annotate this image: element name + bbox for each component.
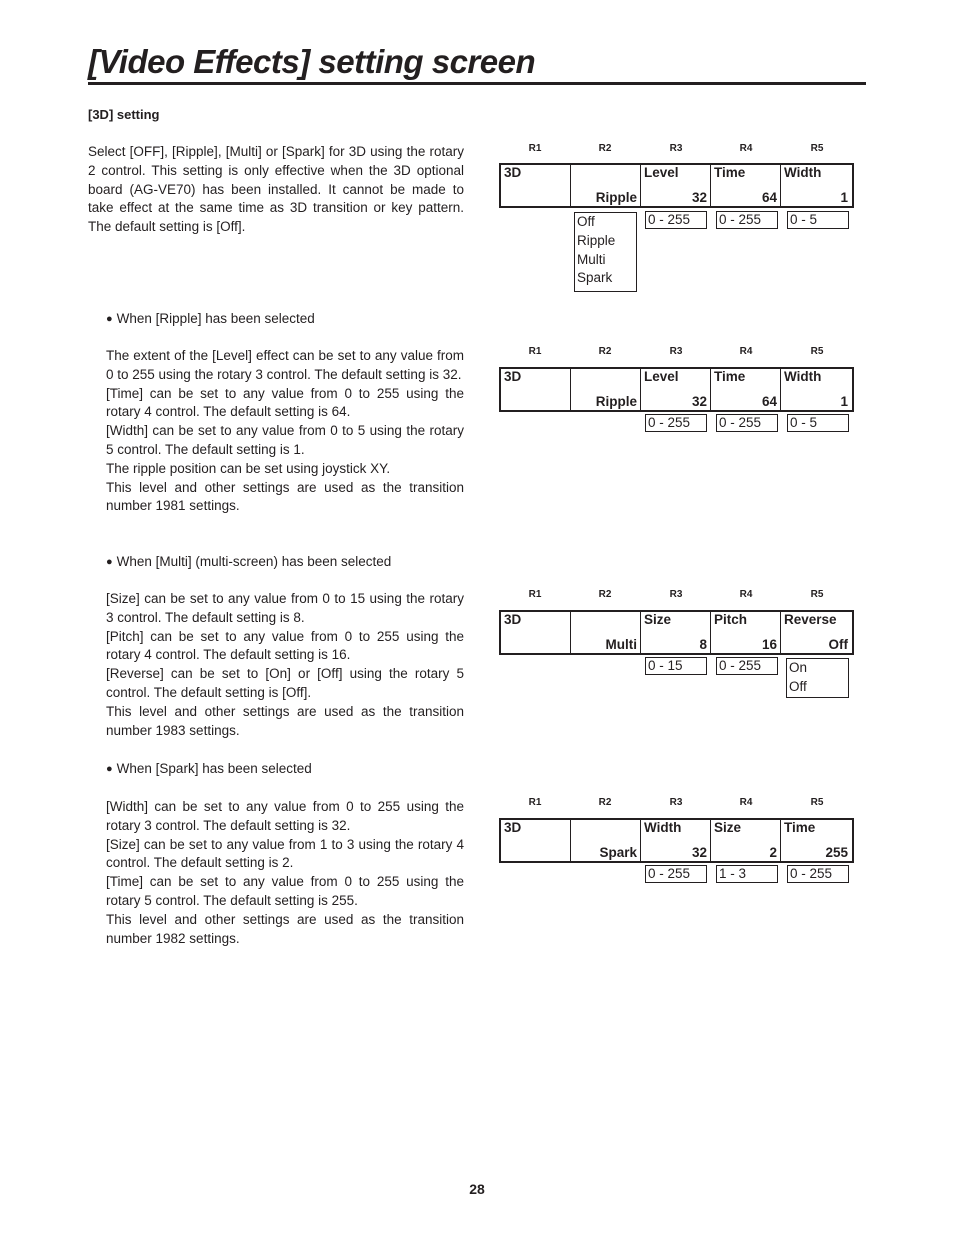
rotary-label: R1 (528, 346, 542, 357)
rotary-label: R1 (528, 589, 542, 600)
range-box: 0 - 255 (787, 865, 849, 883)
panel-cell-r1[interactable] (501, 612, 571, 653)
settings-panel (499, 367, 854, 412)
panel-cell-r2[interactable] (571, 165, 641, 206)
spark-line: This level and other settings are used as the transition number 1982 settings. (106, 911, 464, 946)
option-item[interactable]: Spark (577, 270, 613, 286)
rotary-labels (500, 346, 852, 360)
cell-label: Size (644, 612, 672, 627)
cell-value: 32 (691, 394, 707, 409)
option-item[interactable]: Off (789, 678, 807, 694)
spark-line: [Size] can be set to any value from 1 to 3 using the rotary 4 control. The default setting is 2. (106, 836, 464, 871)
range-box: 0 - 5 (787, 414, 849, 432)
panel-cell-r2[interactable] (571, 820, 641, 861)
cell-label: Width (784, 165, 822, 180)
settings-panel (499, 818, 854, 863)
range-box: 1 - 3 (716, 865, 778, 883)
settings-panel (499, 610, 854, 655)
rotary-label: R2 (598, 797, 612, 808)
range-box: 0 - 255 (645, 865, 707, 883)
spark-paragraph (106, 798, 464, 948)
rotary-label: R2 (598, 346, 612, 357)
ripple-bullet-text: When [Ripple] has been selected (116, 311, 315, 326)
rotary-label: R1 (528, 143, 542, 154)
cell-value: Ripple (595, 190, 637, 205)
rotary-label: R3 (669, 797, 683, 808)
title-rule (88, 82, 866, 85)
ripple-paragraph (106, 347, 464, 516)
cell-label: 3D (504, 369, 522, 384)
rotary-labels (500, 589, 852, 603)
settings-panel (499, 163, 854, 208)
rotary-label: R5 (810, 589, 824, 600)
multi-line: [Size] can be set to any value from 0 to 15 using the rotary 3 control. The default setting is 8. (106, 591, 464, 625)
cell-label: 3D (504, 820, 522, 835)
panel-cell-r4[interactable] (711, 612, 781, 653)
multi-line: [Pitch] can be set to any value from 0 to 255 using the rotary 4 control. The default setting is 16. (106, 628, 464, 663)
cell-value: Spark (599, 845, 637, 860)
cell-label: Width (644, 820, 682, 835)
cell-value: 64 (761, 190, 777, 205)
intro-paragraph (88, 143, 464, 237)
cell-value: 8 (699, 637, 707, 652)
ripple-line: [Width] can be set to any value from 0 to 5 using the rotary 5 control. The default setting is 1. (106, 423, 464, 457)
multi-line: This level and other settings are used as the transition number 1983 settings. (106, 703, 464, 738)
panel-cell-r1[interactable] (501, 165, 571, 206)
cell-value: 255 (825, 845, 848, 860)
cell-value: Multi (605, 637, 637, 652)
cell-label: Size (714, 820, 742, 835)
rotary-label: R3 (669, 143, 683, 154)
panel-cell-r4[interactable] (711, 369, 781, 410)
spark-bullet: ● When [Spark] has been selected (106, 761, 312, 776)
range-box: 0 - 5 (787, 211, 849, 229)
ripple-line: This level and other settings are used as the transition number 1981 settings. (106, 479, 464, 514)
section-heading: [3D] setting (88, 107, 160, 122)
panel-cell-r2[interactable] (571, 369, 641, 410)
rotary-label: R4 (739, 143, 753, 154)
panel-cell-r3[interactable] (641, 165, 711, 206)
ripple-line: The ripple position can be set using joystick XY. (106, 460, 391, 476)
panel-cell-r1[interactable] (501, 820, 571, 861)
cell-value: 2 (769, 845, 777, 860)
panel-cell-r3[interactable] (641, 820, 711, 861)
mode-option-list[interactable] (574, 212, 637, 292)
cell-label: 3D (504, 165, 522, 180)
option-item[interactable]: On (789, 660, 808, 675)
panel-cell-r2[interactable] (571, 612, 641, 653)
page-title: [Video Effects] setting screen (88, 43, 536, 80)
rotary-label: R2 (598, 589, 612, 600)
spark-bullet-text: When [Spark] has been selected (116, 761, 312, 776)
cell-value: 16 (761, 637, 777, 652)
range-box: 0 - 255 (716, 657, 778, 675)
option-item[interactable]: Multi (577, 251, 606, 267)
multi-bullet: ● When [Multi] (multi-screen) has been selected (106, 554, 392, 569)
rotary-label: R3 (669, 589, 683, 600)
cell-label: 3D (504, 612, 522, 627)
rotary-label: R1 (528, 797, 542, 808)
panel-cell-r1[interactable] (501, 369, 571, 410)
cell-label: Level (644, 165, 679, 180)
cell-value: 64 (761, 394, 777, 409)
range-box: 0 - 255 (716, 414, 778, 432)
cell-value: 32 (691, 190, 707, 205)
spark-line: [Time] can be set to any value from 0 to 255 using the rotary 5 control. The default setting is 255. (106, 874, 464, 908)
ripple-bullet: ● When [Ripple] has been selected (106, 311, 315, 326)
cell-value: 32 (691, 845, 707, 860)
panel-cell-r5[interactable] (781, 165, 851, 206)
rotary-label: R2 (598, 143, 612, 154)
ripple-line: The extent of the [Level] effect can be set to any value from 0 to 255 using the rotary 3 control. The default setting is 32. (106, 348, 464, 382)
range-box: 0 - 255 (716, 211, 778, 229)
cell-value: 1 (840, 190, 848, 205)
cell-label: Pitch (714, 612, 748, 627)
rotary-label: R3 (669, 346, 683, 357)
range-box: 0 - 15 (645, 657, 707, 675)
panel-cell-r5[interactable] (781, 612, 851, 653)
cell-value: Off (828, 637, 848, 652)
cell-label: Time (714, 369, 746, 384)
multi-bullet-text: When [Multi] (multi-screen) has been selected (116, 554, 392, 569)
option-item[interactable]: Off (577, 214, 595, 229)
panel-cell-r5[interactable] (781, 369, 851, 410)
reverse-option-list[interactable] (786, 658, 849, 698)
cell-label: Time (714, 165, 746, 180)
panel-cell-r4[interactable] (711, 165, 781, 206)
rotary-labels (500, 797, 852, 811)
multi-paragraph (106, 590, 464, 740)
rotary-label: R4 (739, 589, 753, 600)
option-item[interactable]: Ripple (577, 232, 616, 248)
rotary-label: R5 (810, 143, 824, 154)
panel-cell-r3[interactable] (641, 369, 711, 410)
spark-line: [Width] can be set to any value from 0 to 255 using the rotary 3 control. The default setting is 32. (106, 799, 464, 833)
rotary-label: R4 (739, 797, 753, 808)
cell-label: Reverse (784, 612, 837, 627)
cell-label: Level (644, 369, 679, 384)
page-number: 28 (469, 1181, 485, 1197)
ripple-line: [Time] can be set to any value from 0 to 255 using the rotary 4 control. The default setting is 64. (106, 385, 464, 420)
range-box: 0 - 255 (645, 414, 707, 432)
cell-label: Width (784, 369, 822, 384)
rotary-labels (500, 143, 852, 157)
panel-cell-r4[interactable] (711, 820, 781, 861)
panel-cell-r3[interactable] (641, 612, 711, 653)
cell-value: 1 (840, 394, 848, 409)
multi-line: [Reverse] can be set to [On] or [Off] using the rotary 5 control. The default setting is [Off]. (106, 666, 464, 700)
cell-value: Ripple (595, 394, 637, 409)
panel-cell-r5[interactable] (781, 820, 851, 861)
cell-label: Time (784, 820, 816, 835)
intro-text: Select [OFF], [Ripple], [Multi] or [Spark] for 3D using the rotary 2 control. This setting is only effective when the 3D optional board (AG-VE70) has been installed. It cannot be made to take effect at the same time as 3D transition or key pattern. The default setting is [Off]. (88, 144, 464, 235)
range-box: 0 - 255 (645, 211, 707, 229)
rotary-label: R5 (810, 797, 824, 808)
rotary-label: R4 (739, 346, 753, 357)
rotary-label: R5 (810, 346, 824, 357)
